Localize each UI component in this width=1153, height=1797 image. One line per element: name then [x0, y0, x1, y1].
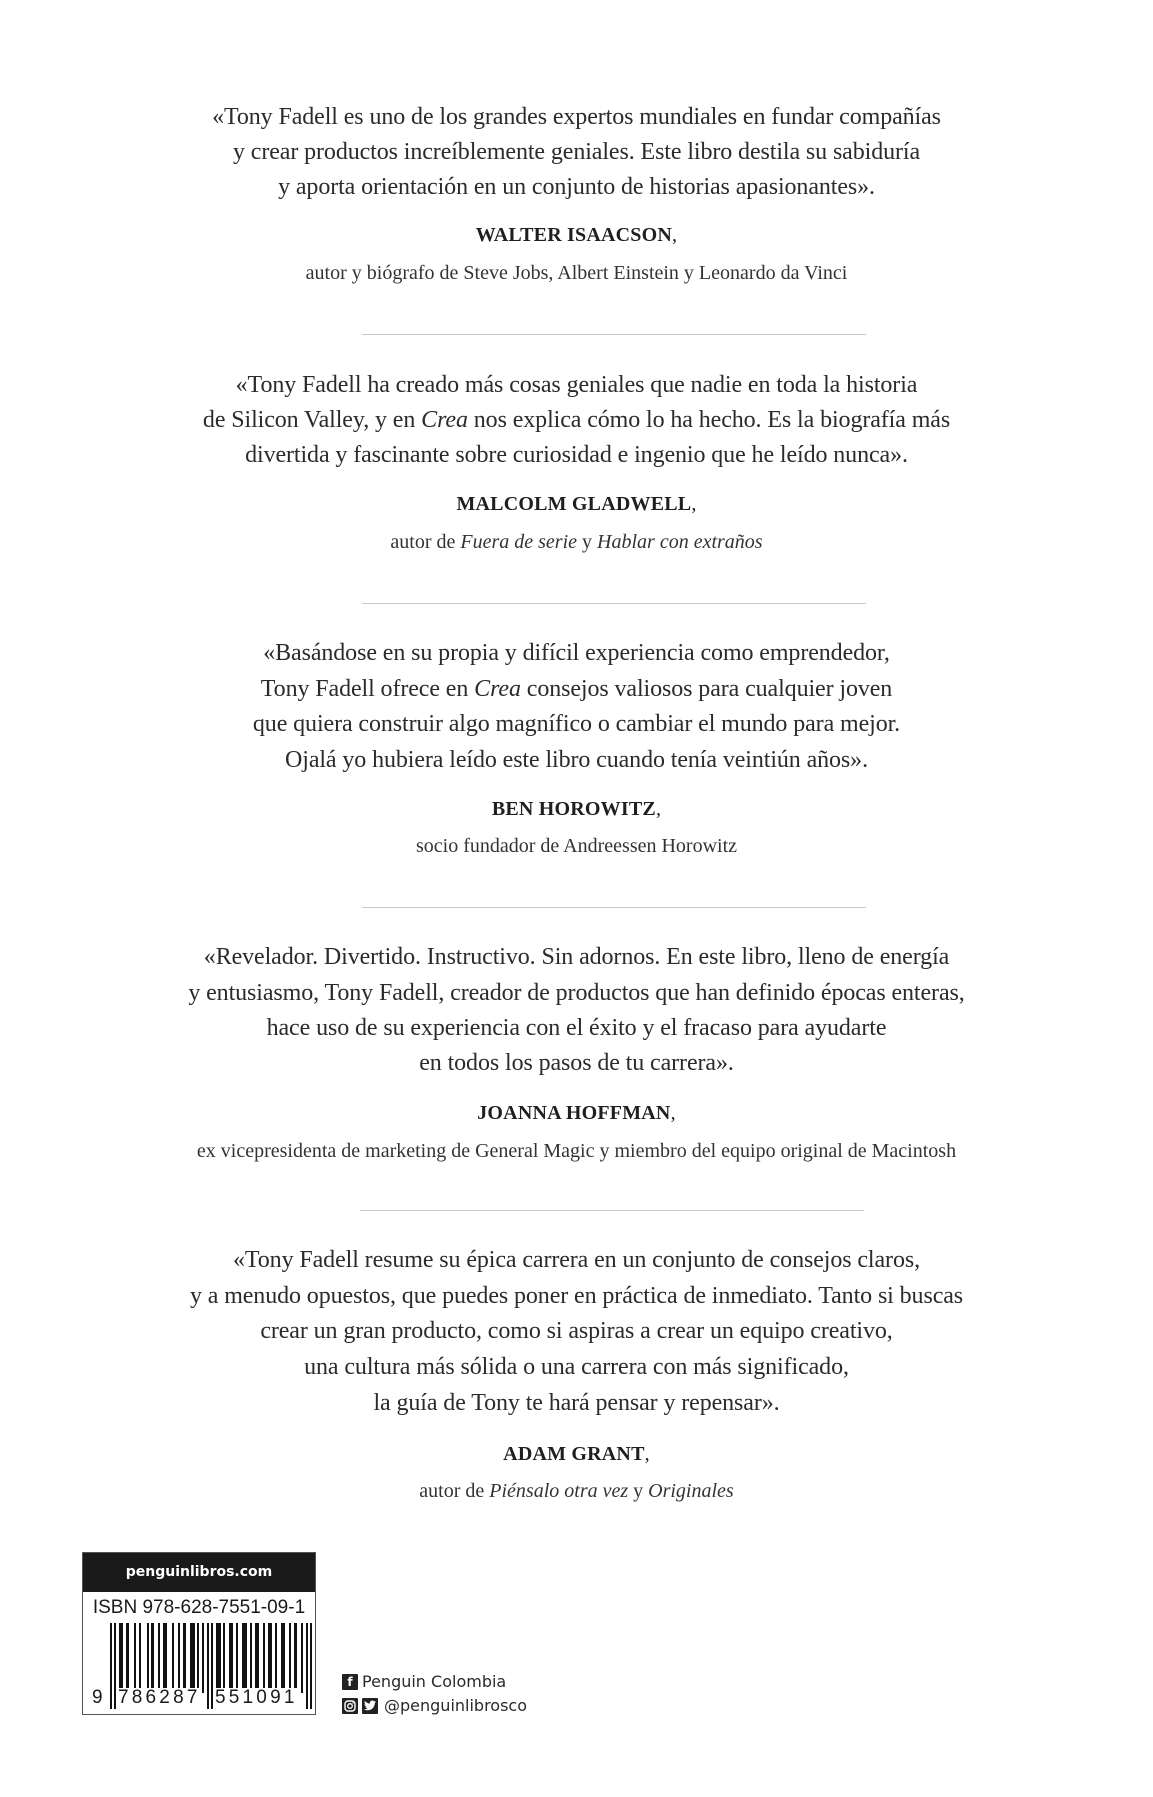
- quote-2-line-1: «Tony Fadell ha creado más cosas geniales que nadie en toda la historia: [235, 372, 918, 398]
- quote-5-line-4: una cultura más sólida o una carrera con más significado,: [304, 1354, 849, 1380]
- facebook-icon: f: [342, 1674, 358, 1690]
- isbn-barcode-block: [82, 1552, 316, 1715]
- quote-3-author: BEN HOROWITZ,: [491, 798, 662, 820]
- quote-3-line-4: Ojalá yo hubiera leído este libro cuando tenía veintiún años».: [285, 747, 868, 773]
- quote-1-line-3: y aporta orientación en un conjunto de historias apasionantes».: [278, 174, 875, 200]
- social-handles: [342, 1696, 527, 1715]
- section-divider: [362, 334, 866, 335]
- quote-3-credential: socio fundador de Andreessen Horowitz: [415, 835, 738, 857]
- social-handle: @penguinlibrosco: [384, 1696, 528, 1715]
- book-title-crea: Crea: [421, 407, 468, 433]
- quote-3-line-2: Tony Fadell ofrece en Crea consejos valiosos para cualquier joven: [260, 676, 893, 702]
- quote-5-author: ADAM GRANT,: [503, 1443, 650, 1465]
- section-divider: [362, 603, 866, 604]
- quote-2-credential: autor de Fuera de serie y Hablar con extraños: [390, 531, 763, 553]
- section-divider: [362, 907, 866, 908]
- quote-4-credential: ex vicepresidenta de marketing de General Magic y miembro del equipo original de Macintosh: [196, 1140, 957, 1162]
- quote-4-line-2: y entusiasmo, Tony Fadell, creador de productos que han definido épocas enteras,: [188, 980, 965, 1006]
- quote-5-line-1: «Tony Fadell resume su épica carrera en un conjunto de consejos claros,: [233, 1247, 920, 1273]
- twitter-icon: [362, 1698, 378, 1714]
- quote-4-line-4: en todos los pasos de tu carrera».: [419, 1050, 734, 1076]
- quote-2-line-3: divertida y fascinante sobre curiosidad e ingenio que he leído nunca».: [245, 442, 908, 468]
- social-facebook: [342, 1672, 506, 1691]
- quote-5-line-5: la guía de Tony te hará pensar y repensar».: [373, 1390, 780, 1416]
- quote-5-line-3: crear un gran producto, como si aspiras a crear un equipo creativo,: [260, 1318, 893, 1344]
- quote-4-author: JOANNA HOFFMAN,: [477, 1102, 676, 1124]
- quote-3-line-1: «Basándose en su propia y difícil experiencia como emprendedor,: [263, 640, 890, 666]
- quote-1-credential: autor y biógrafo de Steve Jobs, Albert Einstein y Leonardo da Vinci: [305, 262, 848, 284]
- quote-1-line-1: «Tony Fadell es uno de los grandes expertos mundiales en fundar compañías: [212, 104, 941, 130]
- book-title-crea: Crea: [474, 676, 521, 702]
- isbn-number: ISBN 978-628-7551-09-1: [92, 1597, 306, 1618]
- barcode-digits-right: 551091: [215, 1687, 298, 1708]
- facebook-label: Penguin Colombia: [362, 1672, 507, 1691]
- barcode-digit-lead: 9: [92, 1687, 106, 1708]
- quote-4-line-3: hace uso de su experiencia con el éxito y el fracaso para ayudarte: [266, 1015, 887, 1041]
- section-divider: [360, 1210, 864, 1211]
- publisher-website: penguinlibros.com: [83, 1553, 315, 1592]
- quote-1-author: WALTER ISAACSON,: [475, 224, 678, 246]
- quote-3-line-3: que quiera construir algo magnífico o cambiar el mundo para mejor.: [252, 711, 901, 737]
- quote-5-line-2: y a menudo opuestos, que puedes poner en práctica de inmediato. Tanto si buscas: [189, 1283, 964, 1309]
- quote-1-line-2: y crear productos increíblemente geniales. Este libro destila su sabiduría: [232, 139, 921, 165]
- quote-5-credential: autor de Piénsalo otra vez y Originales: [419, 1480, 734, 1502]
- quote-2-line-2: de Silicon Valley, y en Crea nos explica cómo lo ha hecho. Es la biografía más: [202, 407, 951, 433]
- barcode-digits-left: 786287: [118, 1687, 201, 1708]
- quote-2-author: MALCOLM GLADWELL,: [456, 493, 697, 515]
- instagram-icon: [342, 1698, 358, 1714]
- quote-4-line-1: «Revelador. Divertido. Instructivo. Sin adornos. En este libro, lleno de energía: [203, 944, 950, 970]
